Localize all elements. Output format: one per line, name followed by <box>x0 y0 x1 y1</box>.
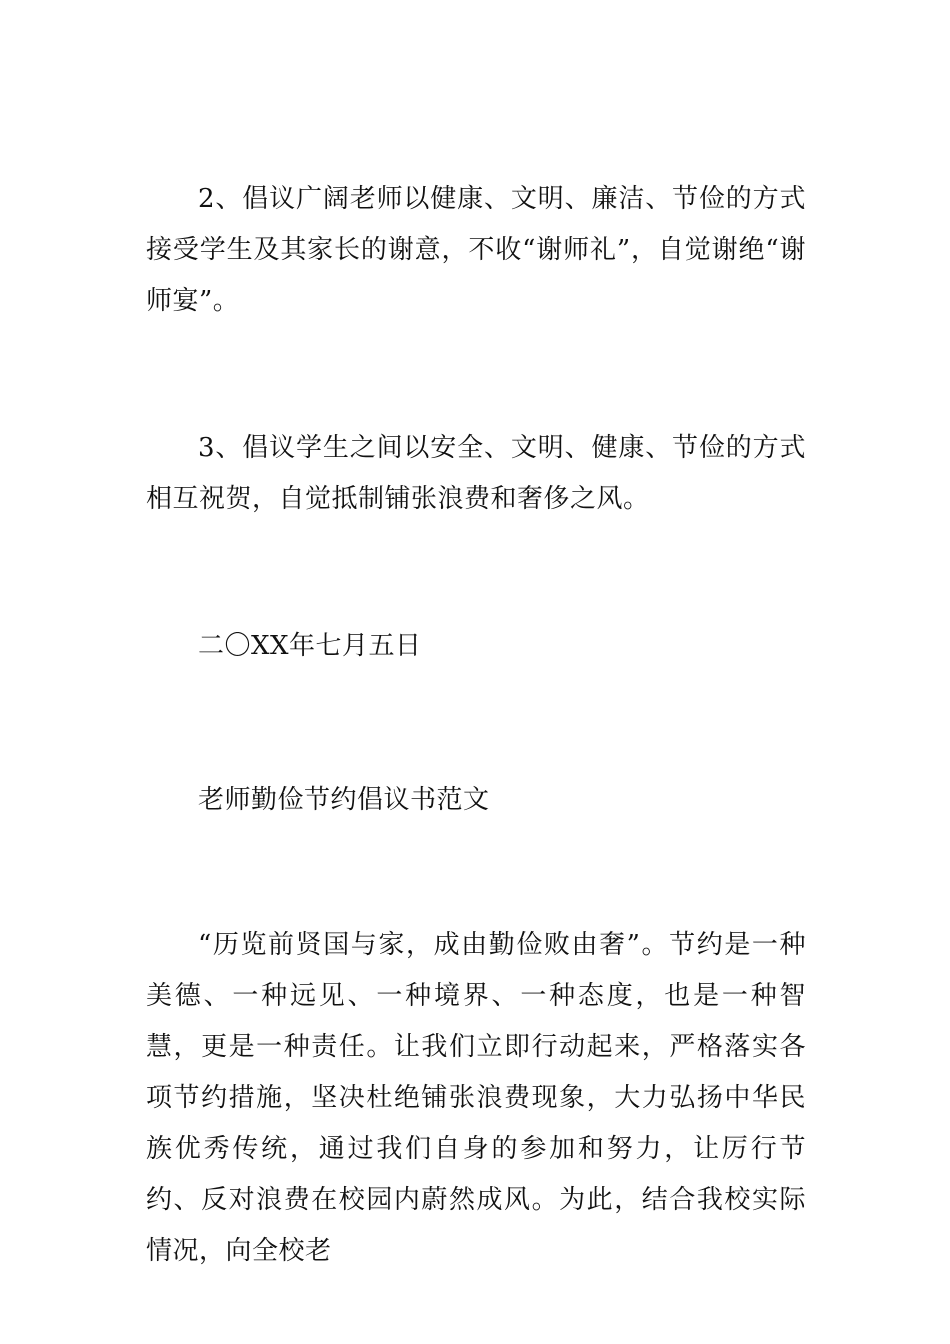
date-line: 二〇XX年七月五日 <box>198 631 422 661</box>
paragraph-student-initiative: 3、倡议学生之间以安全、文明、健康、节俭的方式相互祝贺，自觉抵制铺张浪费和奢侈之风。 <box>146 433 806 514</box>
paragraph-intro: “历览前贤国与家，成由勤俭败由奢”。节约是一种美德、一种远见、一种境界、一种态度，也是一种智慧，更是一种责任。让我们立即行动起来，严格落实各项节约措施，坚决杜绝铺张浪费现象，大力弘扬中华民族优秀传统，通过我们自身的参加和努力，让厉行节约、反对浪费在校园内蔚然成风。为此，结合我校实际情况，向全校老 <box>146 930 806 1266</box>
section-title: 老师勤俭节约倡议书范文 <box>198 785 490 815</box>
paragraph-teacher-initiative: 2、倡议广阔老师以健康、文明、廉洁、节俭的方式接受学生及其家长的谢意，不收“谢师礼”，自觉谢绝“谢师宴”。 <box>146 184 806 316</box>
